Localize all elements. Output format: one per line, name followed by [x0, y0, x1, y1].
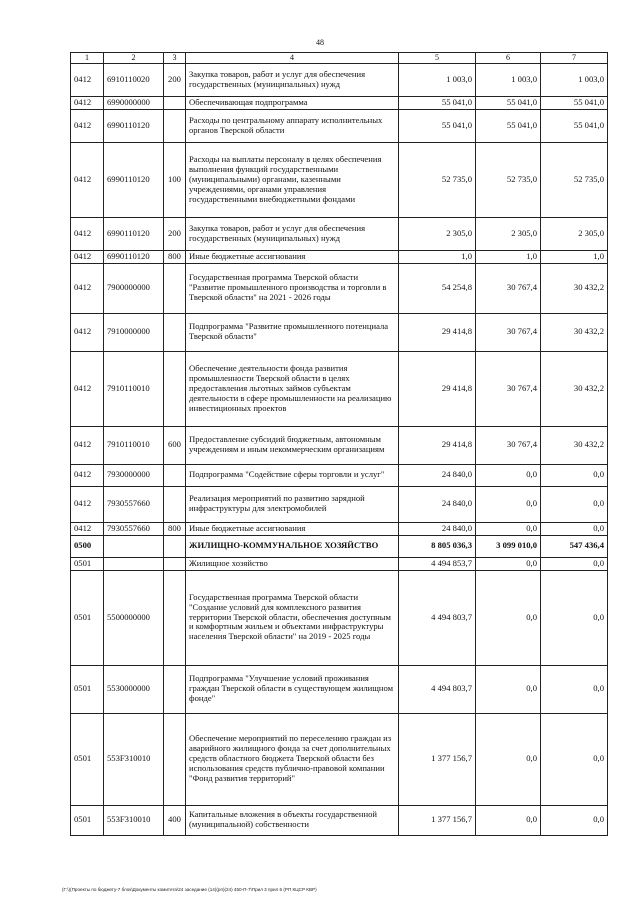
section-code-cell: 0412	[71, 522, 104, 535]
amount-year3-cell: 0,0	[541, 464, 608, 486]
target-article-cell: 6990110120	[104, 217, 164, 250]
amount-year3-cell: 55 041,0	[541, 109, 608, 142]
expense-type-cell	[164, 665, 186, 713]
amount-year3-cell: 1 003,0	[541, 64, 608, 97]
amount-year2-cell: 3 099 010,0	[476, 535, 541, 557]
item-name-cell: Жилищное хозяйство	[186, 557, 399, 570]
section-code-cell: 0412	[71, 486, 104, 522]
expense-type-cell: 200	[164, 217, 186, 250]
expense-type-cell: 800	[164, 522, 186, 535]
expense-type-cell	[164, 313, 186, 351]
target-article-cell: 5530000000	[104, 665, 164, 713]
expense-type-cell: 600	[164, 426, 186, 464]
amount-year1-cell: 1 377 156,7	[399, 713, 476, 805]
target-article-cell: 7910110010	[104, 426, 164, 464]
amount-year2-cell: 0,0	[476, 486, 541, 522]
section-code-cell: 0412	[71, 263, 104, 313]
amount-year1-cell: 55 041,0	[399, 109, 476, 142]
target-article-cell: 6990000000	[104, 97, 164, 110]
expense-type-cell	[164, 535, 186, 557]
amount-year1-cell: 54 254,8	[399, 263, 476, 313]
expense-type-cell	[164, 109, 186, 142]
section-code-cell: 0412	[71, 464, 104, 486]
target-article-cell: 7930557660	[104, 522, 164, 535]
amount-year3-cell: 0,0	[541, 713, 608, 805]
amount-year1-cell: 4 494 803,7	[399, 665, 476, 713]
amount-year1-cell: 1 003,0	[399, 64, 476, 97]
expense-type-cell: 200	[164, 64, 186, 97]
table-row	[71, 522, 608, 535]
amount-year3-cell: 547 436,4	[541, 535, 608, 557]
item-name-cell: Подпрограмма "Улучшение условий проживания граждан Тверской области в существующем жилищном фонде"	[186, 665, 399, 713]
amount-year2-cell: 0,0	[476, 665, 541, 713]
table-row	[71, 313, 608, 351]
section-code-cell: 0412	[71, 351, 104, 426]
amount-year3-cell: 0,0	[541, 557, 608, 570]
table-row	[71, 665, 608, 713]
expense-type-cell	[164, 570, 186, 665]
amount-year2-cell: 30 767,4	[476, 313, 541, 351]
item-name-cell: Иные бюджетные ассигнования	[186, 250, 399, 263]
item-name-cell: Закупка товаров, работ и услуг для обеспечения государственных (муниципальных) нужд	[186, 64, 399, 97]
amount-year3-cell: 30 432,2	[541, 351, 608, 426]
amount-year3-cell: 0,0	[541, 665, 608, 713]
column-header: 1	[71, 53, 104, 64]
amount-year1-cell: 1,0	[399, 250, 476, 263]
amount-year3-cell: 0,0	[541, 805, 608, 835]
target-article-cell: 553F310010	[104, 805, 164, 835]
amount-year3-cell: 52 735,0	[541, 142, 608, 217]
expense-type-cell	[164, 464, 186, 486]
item-name-cell: Расходы по центральному аппарату исполнительных органов Тверской области	[186, 109, 399, 142]
amount-year1-cell: 52 735,0	[399, 142, 476, 217]
section-code-cell: 0412	[71, 97, 104, 110]
table-row	[71, 557, 608, 570]
amount-year3-cell: 2 305,0	[541, 217, 608, 250]
section-code-cell: 0501	[71, 805, 104, 835]
amount-year3-cell: 30 432,2	[541, 426, 608, 464]
column-header: 3	[164, 53, 186, 64]
amount-year1-cell: 4 494 853,7	[399, 557, 476, 570]
section-code-cell: 0412	[71, 217, 104, 250]
expense-type-cell	[164, 351, 186, 426]
target-article-cell: 7930000000	[104, 464, 164, 486]
table-row	[71, 142, 608, 217]
table-row	[71, 109, 608, 142]
target-article-cell: 553F310010	[104, 713, 164, 805]
amount-year1-cell: 55 041,0	[399, 97, 476, 110]
section-code-cell: 0501	[71, 557, 104, 570]
amount-year1-cell: 24 840,0	[399, 486, 476, 522]
item-name-cell: Государственная программа Тверской области "Создание условий для комплексного развития территории Тверской области, обеспечения доступным и комфортным жильем и объектами инфраструктуры населения Тверской области" на 2019 - 2025 годы	[186, 570, 399, 665]
section-code-cell: 0501	[71, 665, 104, 713]
section-code-cell: 0412	[71, 250, 104, 263]
amount-year2-cell: 0,0	[476, 713, 541, 805]
target-article-cell: 6910110020	[104, 64, 164, 97]
amount-year2-cell: 0,0	[476, 522, 541, 535]
expense-type-cell	[164, 713, 186, 805]
table-row	[71, 464, 608, 486]
column-header: 4	[186, 53, 399, 64]
target-article-cell	[104, 557, 164, 570]
table-row	[71, 486, 608, 522]
target-article-cell: 6990110120	[104, 109, 164, 142]
amount-year2-cell: 30 767,4	[476, 263, 541, 313]
table-row	[71, 426, 608, 464]
section-code-cell: 0412	[71, 64, 104, 97]
expense-type-cell: 400	[164, 805, 186, 835]
footer-path: (Г:\)(Проекты по бюджету-7 блок\Документы комитета\24 заседание (14)(рп)(24) 450-П-7\Прил 3 прил 6 (РП КЦСР КВР)	[62, 887, 317, 892]
target-article-cell: 7900000000	[104, 263, 164, 313]
column-header: 7	[541, 53, 608, 64]
amount-year2-cell: 0,0	[476, 570, 541, 665]
amount-year1-cell: 8 805 036,3	[399, 535, 476, 557]
amount-year3-cell: 0,0	[541, 570, 608, 665]
section-code-cell: 0412	[71, 109, 104, 142]
amount-year3-cell: 55 041,0	[541, 97, 608, 110]
table-row	[71, 351, 608, 426]
target-article-cell: 7910000000	[104, 313, 164, 351]
column-header: 5	[399, 53, 476, 64]
item-name-cell: Расходы на выплаты персоналу в целях обеспечения выполнения функций государственными (муниципальными) органами, казенными учреждениями, органами управления государственными внебюджетными фондами	[186, 142, 399, 217]
section-code-cell: 0412	[71, 313, 104, 351]
amount-year3-cell: 0,0	[541, 522, 608, 535]
amount-year1-cell: 4 494 803,7	[399, 570, 476, 665]
column-header: 2	[104, 53, 164, 64]
table-row	[71, 263, 608, 313]
amount-year1-cell: 29 414,8	[399, 313, 476, 351]
amount-year3-cell: 30 432,2	[541, 313, 608, 351]
amount-year2-cell: 52 735,0	[476, 142, 541, 217]
expense-type-cell	[164, 263, 186, 313]
item-name-cell: Обеспечение деятельности фонда развития промышленности Тверской области в целях предоставления льготных займов субъектам деятельности в сфере промышленности на реализацию инвестиционных проектов	[186, 351, 399, 426]
item-name-cell: Капитальные вложения в объекты государственной (муниципальной) собственности	[186, 805, 399, 835]
item-name-cell: Предоставление субсидий бюджетным, автономным учреждениям и иным некоммерческим организациям	[186, 426, 399, 464]
amount-year2-cell: 55 041,0	[476, 97, 541, 110]
amount-year1-cell: 2 305,0	[399, 217, 476, 250]
expense-type-cell	[164, 486, 186, 522]
column-number-row	[71, 53, 608, 64]
budget-table	[70, 52, 608, 836]
amount-year2-cell: 1 003,0	[476, 64, 541, 97]
amount-year2-cell: 30 767,4	[476, 351, 541, 426]
amount-year1-cell: 24 840,0	[399, 464, 476, 486]
item-name-cell: ЖИЛИЩНО-КОММУНАЛЬНОЕ ХОЗЯЙСТВО	[186, 535, 399, 557]
page-number: 48	[316, 38, 324, 47]
item-name-cell: Подпрограмма "Содействие сферы торговли и услуг"	[186, 464, 399, 486]
section-code-cell: 0501	[71, 713, 104, 805]
target-article-cell: 7930557660	[104, 486, 164, 522]
target-article-cell: 5500000000	[104, 570, 164, 665]
table-row	[71, 713, 608, 805]
table-row	[71, 250, 608, 263]
amount-year1-cell: 1 377 156,7	[399, 805, 476, 835]
amount-year1-cell: 24 840,0	[399, 522, 476, 535]
table-row	[71, 535, 608, 557]
amount-year3-cell: 0,0	[541, 486, 608, 522]
expense-type-cell	[164, 97, 186, 110]
section-code-cell: 0412	[71, 426, 104, 464]
item-name-cell: Подпрограмма "Развитие промышленного потенциала Тверской области"	[186, 313, 399, 351]
amount-year1-cell: 29 414,8	[399, 426, 476, 464]
amount-year2-cell: 2 305,0	[476, 217, 541, 250]
item-name-cell: Обеспечение мероприятий по переселению граждан из аварийного жилищного фонда за счет дополнительных средств областного бюджета Тверской области без использования средств публично-правовой компании "Фонд развития территорий"	[186, 713, 399, 805]
table-row	[71, 570, 608, 665]
item-name-cell: Государственная программа Тверской области "Развитие промышленного производства и торговли в Тверской области" на 2021 - 2026 годы	[186, 263, 399, 313]
target-article-cell: 7910110010	[104, 351, 164, 426]
amount-year2-cell: 55 041,0	[476, 109, 541, 142]
item-name-cell: Реализация мероприятий по развитию зарядной инфраструктуры для электромобилей	[186, 486, 399, 522]
target-article-cell: 6990110120	[104, 142, 164, 217]
table-row	[71, 217, 608, 250]
section-code-cell: 0501	[71, 570, 104, 665]
amount-year2-cell: 0,0	[476, 464, 541, 486]
amount-year3-cell: 30 432,2	[541, 263, 608, 313]
expense-type-cell: 100	[164, 142, 186, 217]
table-row	[71, 805, 608, 835]
expense-type-cell	[164, 557, 186, 570]
target-article-cell	[104, 535, 164, 557]
item-name-cell: Закупка товаров, работ и услуг для обеспечения государственных (муниципальных) нужд	[186, 217, 399, 250]
table-row	[71, 97, 608, 110]
amount-year2-cell: 30 767,4	[476, 426, 541, 464]
section-code-cell: 0500	[71, 535, 104, 557]
amount-year2-cell: 0,0	[476, 805, 541, 835]
target-article-cell: 6990110120	[104, 250, 164, 263]
amount-year2-cell: 1,0	[476, 250, 541, 263]
amount-year1-cell: 29 414,8	[399, 351, 476, 426]
table-row	[71, 64, 608, 97]
expense-type-cell: 800	[164, 250, 186, 263]
amount-year2-cell: 0,0	[476, 557, 541, 570]
column-header: 6	[476, 53, 541, 64]
section-code-cell: 0412	[71, 142, 104, 217]
amount-year3-cell: 1,0	[541, 250, 608, 263]
item-name-cell: Иные бюджетные ассигнования	[186, 522, 399, 535]
item-name-cell: Обеспечивающая подпрограмма	[186, 97, 399, 110]
